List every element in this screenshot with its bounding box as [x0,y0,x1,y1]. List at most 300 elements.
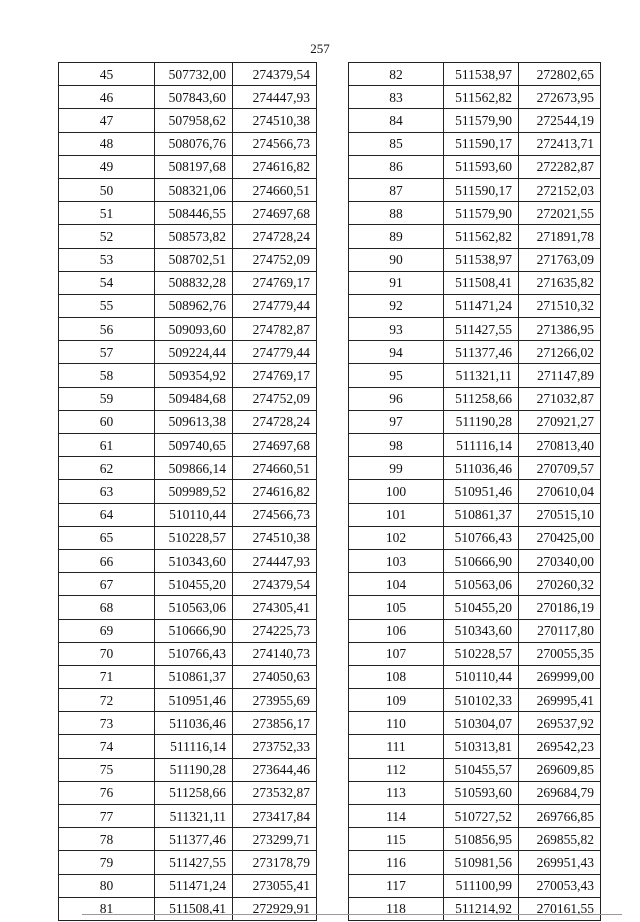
x-coordinate-cell: 511036,46 [155,712,233,735]
y-coordinate-cell: 274697,68 [233,434,317,457]
point-number-cell: 101 [349,503,444,526]
y-coordinate-cell: 269609,85 [519,758,601,781]
table-row [59,434,317,457]
y-coordinate-cell: 270515,10 [519,503,601,526]
point-number-cell: 72 [59,689,155,712]
x-coordinate-cell: 511214,92 [444,897,519,920]
point-number-cell: 58 [59,364,155,387]
y-coordinate-cell: 273955,69 [233,689,317,712]
point-number-cell: 69 [59,619,155,642]
x-coordinate-cell: 511538,97 [444,63,519,86]
point-number-cell: 52 [59,225,155,248]
table-row [349,109,601,132]
table-row [349,364,601,387]
y-coordinate-cell: 274447,93 [233,549,317,572]
y-coordinate-cell: 274140,73 [233,642,317,665]
y-coordinate-cell: 270053,43 [519,874,601,897]
table-row [349,805,601,828]
table-row [349,781,601,804]
point-number-cell: 59 [59,387,155,410]
x-coordinate-cell: 510666,90 [155,619,233,642]
x-coordinate-cell: 511538,97 [444,248,519,271]
x-coordinate-cell: 510102,33 [444,689,519,712]
y-coordinate-cell: 271386,95 [519,318,601,341]
table-row [349,665,601,688]
table-row [59,318,317,341]
point-number-cell: 91 [349,271,444,294]
point-number-cell: 107 [349,642,444,665]
x-coordinate-cell: 510593,60 [444,781,519,804]
point-number-cell: 56 [59,318,155,341]
point-number-cell: 105 [349,596,444,619]
x-coordinate-cell: 509989,52 [155,480,233,503]
point-number-cell: 75 [59,758,155,781]
point-number-cell: 53 [59,248,155,271]
x-coordinate-cell: 511258,66 [444,387,519,410]
table-row [59,689,317,712]
x-coordinate-cell: 511593,60 [444,155,519,178]
x-coordinate-cell: 510313,81 [444,735,519,758]
table-row [59,341,317,364]
table-row [59,364,317,387]
table-row [59,665,317,688]
y-coordinate-cell: 270425,00 [519,526,601,549]
y-coordinate-cell: 269766,85 [519,805,601,828]
x-coordinate-cell: 508446,55 [155,202,233,225]
table-row [59,202,317,225]
table-row [59,271,317,294]
point-number-cell: 73 [59,712,155,735]
table-row [349,294,601,317]
y-coordinate-cell: 274660,51 [233,178,317,201]
table-row [349,480,601,503]
point-number-cell: 113 [349,781,444,804]
point-number-cell: 82 [349,63,444,86]
point-number-cell: 50 [59,178,155,201]
y-coordinate-cell: 270186,19 [519,596,601,619]
y-coordinate-cell: 270117,80 [519,619,601,642]
y-coordinate-cell: 272282,87 [519,155,601,178]
x-coordinate-cell: 510455,20 [155,573,233,596]
x-coordinate-cell: 510228,57 [444,642,519,665]
table-row [349,86,601,109]
point-number-cell: 61 [59,434,155,457]
y-coordinate-cell: 274769,17 [233,271,317,294]
x-coordinate-cell: 511190,28 [444,410,519,433]
table-row [349,248,601,271]
table-row [349,689,601,712]
point-number-cell: 46 [59,86,155,109]
point-number-cell: 117 [349,874,444,897]
table-row [349,202,601,225]
coordinates-table-left [58,62,317,921]
x-coordinate-cell: 510343,60 [155,549,233,572]
y-coordinate-cell: 274728,24 [233,225,317,248]
y-coordinate-cell: 271635,82 [519,271,601,294]
table-row [349,596,601,619]
x-coordinate-cell: 510861,37 [444,503,519,526]
table-row [59,63,317,86]
table-row [59,155,317,178]
point-number-cell: 68 [59,596,155,619]
y-coordinate-cell: 273299,71 [233,828,317,851]
x-coordinate-cell: 510666,90 [444,549,519,572]
y-coordinate-cell: 272802,65 [519,63,601,86]
y-coordinate-cell: 272152,03 [519,178,601,201]
x-coordinate-cell: 511471,24 [444,294,519,317]
table-row [349,526,601,549]
y-coordinate-cell: 274728,24 [233,410,317,433]
y-coordinate-cell: 274660,51 [233,457,317,480]
table-row [59,642,317,665]
point-number-cell: 96 [349,387,444,410]
x-coordinate-cell: 507732,00 [155,63,233,86]
y-coordinate-cell: 274752,09 [233,248,317,271]
table-row [59,851,317,874]
point-number-cell: 54 [59,271,155,294]
y-coordinate-cell: 272021,55 [519,202,601,225]
x-coordinate-cell: 511258,66 [155,781,233,804]
x-coordinate-cell: 509484,68 [155,387,233,410]
table-row [59,781,317,804]
x-coordinate-cell: 510110,44 [444,665,519,688]
y-coordinate-cell: 274566,73 [233,132,317,155]
point-number-cell: 106 [349,619,444,642]
y-coordinate-cell: 273532,87 [233,781,317,804]
y-coordinate-cell: 273856,17 [233,712,317,735]
x-coordinate-cell: 510563,06 [444,573,519,596]
y-coordinate-cell: 271510,32 [519,294,601,317]
point-number-cell: 48 [59,132,155,155]
point-number-cell: 100 [349,480,444,503]
y-coordinate-cell: 274566,73 [233,503,317,526]
x-coordinate-cell: 509354,92 [155,364,233,387]
table-row [349,410,601,433]
y-coordinate-cell: 270610,04 [519,480,601,503]
y-coordinate-cell: 271266,02 [519,341,601,364]
table-row [59,758,317,781]
x-coordinate-cell: 510861,37 [155,665,233,688]
point-number-cell: 109 [349,689,444,712]
x-coordinate-cell: 511036,46 [444,457,519,480]
y-coordinate-cell: 270260,32 [519,573,601,596]
point-number-cell: 110 [349,712,444,735]
x-coordinate-cell: 511471,24 [155,874,233,897]
table-row [59,712,317,735]
table-row [59,526,317,549]
x-coordinate-cell: 511116,14 [155,735,233,758]
point-number-cell: 118 [349,897,444,920]
y-coordinate-cell: 274782,87 [233,318,317,341]
point-number-cell: 80 [59,874,155,897]
x-coordinate-cell: 510856,95 [444,828,519,851]
table-row [349,457,601,480]
point-number-cell: 81 [59,897,155,920]
point-number-cell: 71 [59,665,155,688]
y-coordinate-cell: 272673,95 [519,86,601,109]
table-row [349,225,601,248]
x-coordinate-cell: 511116,14 [444,434,519,457]
table-row [349,758,601,781]
point-number-cell: 63 [59,480,155,503]
table-row [349,851,601,874]
y-coordinate-cell: 274510,38 [233,526,317,549]
y-coordinate-cell: 271147,89 [519,364,601,387]
table-row [59,897,317,920]
point-number-cell: 115 [349,828,444,851]
x-coordinate-cell: 511590,17 [444,178,519,201]
y-coordinate-cell: 269995,41 [519,689,601,712]
point-number-cell: 114 [349,805,444,828]
table-row [59,457,317,480]
y-coordinate-cell: 269542,23 [519,735,601,758]
y-coordinate-cell: 270055,35 [519,642,601,665]
x-coordinate-cell: 508197,68 [155,155,233,178]
table-row [349,132,601,155]
x-coordinate-cell: 508321,06 [155,178,233,201]
y-coordinate-cell: 274225,73 [233,619,317,642]
y-coordinate-cell: 274510,38 [233,109,317,132]
table-row [349,573,601,596]
table-row [349,63,601,86]
y-coordinate-cell: 269684,79 [519,781,601,804]
point-number-cell: 60 [59,410,155,433]
table-row [349,642,601,665]
x-coordinate-cell: 510981,56 [444,851,519,874]
x-coordinate-cell: 511427,55 [444,318,519,341]
y-coordinate-cell: 274616,82 [233,480,317,503]
x-coordinate-cell: 511321,11 [444,364,519,387]
x-coordinate-cell: 510766,43 [444,526,519,549]
point-number-cell: 66 [59,549,155,572]
x-coordinate-cell: 507843,60 [155,86,233,109]
x-coordinate-cell: 511579,90 [444,202,519,225]
y-coordinate-cell: 273178,79 [233,851,317,874]
y-coordinate-cell: 269951,43 [519,851,601,874]
table-row [349,434,601,457]
y-coordinate-cell: 274779,44 [233,341,317,364]
x-coordinate-cell: 510343,60 [444,619,519,642]
page-number: 257 [310,41,330,56]
x-coordinate-cell: 511190,28 [155,758,233,781]
x-coordinate-cell: 508573,82 [155,225,233,248]
table-row [59,248,317,271]
table-row [349,341,601,364]
x-coordinate-cell: 511508,41 [155,897,233,920]
point-number-cell: 89 [349,225,444,248]
y-coordinate-cell: 274305,41 [233,596,317,619]
y-coordinate-cell: 273055,41 [233,874,317,897]
y-coordinate-cell: 273417,84 [233,805,317,828]
y-coordinate-cell: 272544,19 [519,109,601,132]
y-coordinate-cell: 274379,54 [233,573,317,596]
point-number-cell: 97 [349,410,444,433]
y-coordinate-cell: 270340,00 [519,549,601,572]
table-row [349,619,601,642]
point-number-cell: 92 [349,294,444,317]
point-number-cell: 64 [59,503,155,526]
point-number-cell: 57 [59,341,155,364]
point-number-cell: 93 [349,318,444,341]
y-coordinate-cell: 272929,91 [233,897,317,920]
x-coordinate-cell: 509866,14 [155,457,233,480]
y-coordinate-cell: 274697,68 [233,202,317,225]
table-row [59,805,317,828]
point-number-cell: 76 [59,781,155,804]
point-number-cell: 74 [59,735,155,758]
x-coordinate-cell: 508962,76 [155,294,233,317]
y-coordinate-cell: 273644,46 [233,758,317,781]
x-coordinate-cell: 510951,46 [444,480,519,503]
y-coordinate-cell: 270161,55 [519,897,601,920]
table-row [59,828,317,851]
y-coordinate-cell: 274616,82 [233,155,317,178]
x-coordinate-cell: 511562,82 [444,86,519,109]
x-coordinate-cell: 511579,90 [444,109,519,132]
point-number-cell: 98 [349,434,444,457]
table-row [59,874,317,897]
y-coordinate-cell: 269999,00 [519,665,601,688]
table-row [59,596,317,619]
table-row [59,619,317,642]
table-row [59,387,317,410]
table-row [349,387,601,410]
point-number-cell: 45 [59,63,155,86]
table-row [59,225,317,248]
point-number-cell: 111 [349,735,444,758]
point-number-cell: 51 [59,202,155,225]
x-coordinate-cell: 511377,46 [444,341,519,364]
y-coordinate-cell: 274447,93 [233,86,317,109]
point-number-cell: 104 [349,573,444,596]
table-row [349,874,601,897]
point-number-cell: 47 [59,109,155,132]
table-row [349,318,601,341]
y-coordinate-cell: 274752,09 [233,387,317,410]
point-number-cell: 112 [349,758,444,781]
table-row [59,294,317,317]
point-number-cell: 90 [349,248,444,271]
x-coordinate-cell: 508076,76 [155,132,233,155]
x-coordinate-cell: 509093,60 [155,318,233,341]
y-coordinate-cell: 274769,17 [233,364,317,387]
x-coordinate-cell: 511377,46 [155,828,233,851]
x-coordinate-cell: 510455,20 [444,596,519,619]
point-number-cell: 88 [349,202,444,225]
bottom-rule [82,914,622,915]
table-row [59,178,317,201]
table-row [59,573,317,596]
y-coordinate-cell: 274050,63 [233,665,317,688]
x-coordinate-cell: 510110,44 [155,503,233,526]
x-coordinate-cell: 510563,06 [155,596,233,619]
x-coordinate-cell: 511562,82 [444,225,519,248]
table-row [349,549,601,572]
point-number-cell: 94 [349,341,444,364]
point-number-cell: 86 [349,155,444,178]
point-number-cell: 84 [349,109,444,132]
table-row [349,178,601,201]
point-number-cell: 108 [349,665,444,688]
point-number-cell: 55 [59,294,155,317]
table-row [349,735,601,758]
x-coordinate-cell: 509740,65 [155,434,233,457]
y-coordinate-cell: 270921,27 [519,410,601,433]
point-number-cell: 70 [59,642,155,665]
y-coordinate-cell: 270709,57 [519,457,601,480]
table-row [59,480,317,503]
point-number-cell: 49 [59,155,155,178]
point-number-cell: 65 [59,526,155,549]
y-coordinate-cell: 274379,54 [233,63,317,86]
y-coordinate-cell: 271891,78 [519,225,601,248]
y-coordinate-cell: 269537,92 [519,712,601,735]
point-number-cell: 99 [349,457,444,480]
table-row [59,86,317,109]
coordinates-table-right [348,62,601,921]
table-row [59,109,317,132]
x-coordinate-cell: 510455,57 [444,758,519,781]
x-coordinate-cell: 510304,07 [444,712,519,735]
x-coordinate-cell: 507958,62 [155,109,233,132]
y-coordinate-cell: 271763,09 [519,248,601,271]
point-number-cell: 85 [349,132,444,155]
y-coordinate-cell: 270813,40 [519,434,601,457]
x-coordinate-cell: 511321,11 [155,805,233,828]
x-coordinate-cell: 510951,46 [155,689,233,712]
point-number-cell: 67 [59,573,155,596]
table-row [349,155,601,178]
table-row [349,503,601,526]
point-number-cell: 79 [59,851,155,874]
y-coordinate-cell: 269855,82 [519,828,601,851]
y-coordinate-cell: 273752,33 [233,735,317,758]
x-coordinate-cell: 509224,44 [155,341,233,364]
x-coordinate-cell: 508832,28 [155,271,233,294]
point-number-cell: 87 [349,178,444,201]
x-coordinate-cell: 511100,99 [444,874,519,897]
table-row [59,132,317,155]
table-row [349,828,601,851]
x-coordinate-cell: 510228,57 [155,526,233,549]
table-row [59,549,317,572]
table-row [349,897,601,920]
table-row [349,271,601,294]
table-row [349,712,601,735]
point-number-cell: 77 [59,805,155,828]
x-coordinate-cell: 510766,43 [155,642,233,665]
table-row [59,503,317,526]
x-coordinate-cell: 511508,41 [444,271,519,294]
point-number-cell: 62 [59,457,155,480]
y-coordinate-cell: 272413,71 [519,132,601,155]
x-coordinate-cell: 511427,55 [155,851,233,874]
point-number-cell: 83 [349,86,444,109]
y-coordinate-cell: 274779,44 [233,294,317,317]
point-number-cell: 102 [349,526,444,549]
point-number-cell: 116 [349,851,444,874]
y-coordinate-cell: 271032,87 [519,387,601,410]
point-number-cell: 78 [59,828,155,851]
x-coordinate-cell: 508702,51 [155,248,233,271]
table-row [59,735,317,758]
x-coordinate-cell: 511590,17 [444,132,519,155]
point-number-cell: 103 [349,549,444,572]
x-coordinate-cell: 509613,38 [155,410,233,433]
table-row [59,410,317,433]
x-coordinate-cell: 510727,52 [444,805,519,828]
point-number-cell: 95 [349,364,444,387]
